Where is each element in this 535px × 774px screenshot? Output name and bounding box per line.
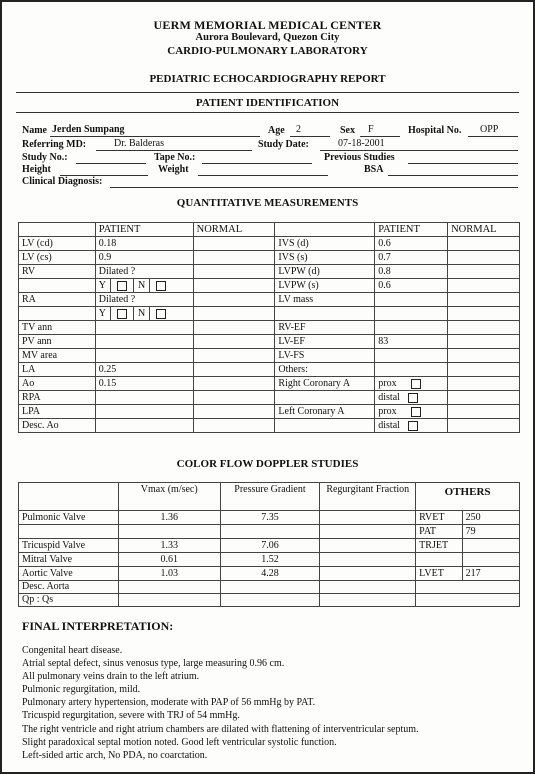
doppler-header-row <box>19 483 520 511</box>
regurgitant-fraction-value <box>320 511 416 525</box>
valve-label: Qp : Qs <box>19 594 119 607</box>
patient-header: PATIENT <box>95 223 193 237</box>
yes-checkbox[interactable] <box>117 281 127 291</box>
measure-label: MV area <box>19 349 96 363</box>
header-cell <box>19 223 96 237</box>
study-date-label: Study Date: <box>258 139 309 150</box>
regurgitant-fraction-header: Regurgitant Fraction <box>320 483 416 511</box>
coronary-cell <box>375 419 448 433</box>
normal-value <box>193 349 275 363</box>
no-checkbox[interactable] <box>156 309 166 319</box>
measure-label: RV-EF <box>275 321 375 335</box>
pressure-gradient-value <box>220 594 320 607</box>
normal-value <box>448 293 520 307</box>
valve-label: Pulmonic Valve <box>19 511 119 525</box>
measure-label <box>275 307 375 321</box>
coronary-segment-label: distal <box>378 420 400 431</box>
measure-label: Desc. Ao <box>19 419 96 433</box>
interpretation-line: All pulmonary veins drain to the left atrium. <box>22 671 200 683</box>
valve-label: Aortic Valve <box>19 567 119 581</box>
valve-label: Tricuspid Valve <box>19 539 119 553</box>
patient-value <box>375 321 448 335</box>
normal-value <box>193 251 275 265</box>
patient-value <box>375 349 448 363</box>
normal-value <box>448 265 520 279</box>
patient-value: 0.8 <box>375 265 448 279</box>
table-row <box>19 363 520 377</box>
measure-label: IVS (s) <box>275 251 375 265</box>
name-label: Name <box>22 125 47 136</box>
measure-label: LV (cs) <box>19 251 96 265</box>
divider <box>149 279 150 292</box>
table-row <box>19 237 520 251</box>
coronary-cell <box>375 391 448 405</box>
measure-label: Right Coronary A <box>275 377 375 391</box>
study-date-value: 07-18-2001 <box>338 138 385 149</box>
others-cell <box>416 539 520 553</box>
others-header: OTHERS <box>416 483 520 511</box>
pressure-gradient-value: 1.52 <box>220 553 320 567</box>
measure-label: LV mass <box>275 293 375 307</box>
divider <box>133 307 134 320</box>
patient-value: 0.7 <box>375 251 448 265</box>
patient-value <box>375 293 448 307</box>
coronary-segment-label: distal <box>378 392 400 403</box>
table-row <box>19 553 520 567</box>
table-row <box>19 594 520 607</box>
underline <box>468 136 518 137</box>
coronary-cell <box>375 405 448 419</box>
others-label: RVET <box>416 511 462 524</box>
patient-value: 0.9 <box>95 251 193 265</box>
underline <box>408 163 518 164</box>
vmax-value <box>118 581 220 594</box>
coronary-checkbox[interactable] <box>408 393 418 403</box>
table-row <box>19 307 520 321</box>
measure-label: LV (cd) <box>19 237 96 251</box>
normal-header: NORMAL <box>193 223 275 237</box>
no-label: N <box>138 280 146 291</box>
regurgitant-fraction-value <box>320 567 416 581</box>
pressure-gradient-header: Pressure Gradient <box>220 483 320 511</box>
table-row <box>19 321 520 335</box>
table-row <box>19 525 520 539</box>
divider <box>110 279 111 292</box>
patient-identification-title: PATIENT IDENTIFICATION <box>195 97 340 109</box>
normal-value <box>193 293 275 307</box>
referring-md-label: Referring MD: <box>22 139 87 150</box>
institution-address: Aurora Boulevard, Quezon City <box>195 32 340 43</box>
normal-value <box>448 321 520 335</box>
tape-no-label: Tape No.: <box>154 152 196 163</box>
normal-value <box>193 377 275 391</box>
no-label: N <box>138 308 146 319</box>
dilated-prompt: Dilated ? <box>95 293 193 307</box>
normal-value <box>448 251 520 265</box>
color-flow-doppler-title: COLOR FLOW DOPPLER STUDIES <box>176 458 359 470</box>
normal-value <box>448 391 520 405</box>
normal-value <box>448 405 520 419</box>
no-checkbox[interactable] <box>156 281 166 291</box>
pressure-gradient-value <box>220 581 320 594</box>
valve-label: Desc. Aorta <box>19 581 119 594</box>
coronary-checkbox[interactable] <box>411 379 421 389</box>
normal-value <box>448 363 520 377</box>
table-row <box>19 567 520 581</box>
patient-value <box>95 335 193 349</box>
measure-label: Ao <box>19 377 96 391</box>
measure-label: RV <box>19 265 96 279</box>
others-label: LVET <box>416 567 462 580</box>
clinical-diagnosis-label: Clinical Diagnosis: <box>22 176 103 187</box>
patient-value <box>95 405 193 419</box>
quantitative-measurements-title: QUANTITATIVE MEASUREMENTS <box>176 197 359 209</box>
divider <box>16 92 519 93</box>
measure-label <box>19 279 96 293</box>
interpretation-line: Slight paradoxical septal motion noted. Good left ventricular systolic function. <box>22 736 337 748</box>
divider <box>110 307 111 320</box>
interpretation-line: Left-sided artic arch, No PDA, no coarctation. <box>22 749 208 761</box>
report-title: PEDIATRIC ECHOCARDIOGRAPHY REPORT <box>149 73 386 85</box>
dilated-prompt: Dilated ? <box>95 265 193 279</box>
vmax-value: 0.61 <box>118 553 220 567</box>
others-cell <box>416 511 520 525</box>
others-label: TRJET <box>416 539 462 552</box>
table-row <box>19 539 520 553</box>
measure-label: IVS (d) <box>275 237 375 251</box>
underline <box>290 136 330 137</box>
patient-value <box>95 349 193 363</box>
table-row <box>19 335 520 349</box>
others-cell <box>416 594 520 607</box>
vmax-value: 1.36 <box>118 511 220 525</box>
coronary-segment-label: prox <box>378 406 397 417</box>
doppler-table <box>18 482 520 607</box>
measure-label: LPA <box>19 405 96 419</box>
table-row <box>19 377 520 391</box>
measure-label <box>275 391 375 405</box>
underline <box>50 136 260 137</box>
hospital-no-label: Hospital No. <box>408 125 462 136</box>
others-value <box>462 553 519 566</box>
others-label <box>416 553 462 566</box>
patient-value: 83 <box>375 335 448 349</box>
normal-value <box>193 363 275 377</box>
bsa-label: BSA <box>364 164 384 175</box>
valve-label: Mitral Valve <box>19 553 119 567</box>
coronary-checkbox[interactable] <box>408 421 418 431</box>
yes-checkbox[interactable] <box>117 309 127 319</box>
measure-label: Left Coronary A <box>275 405 375 419</box>
table-row <box>19 293 520 307</box>
dilated-yn <box>95 307 193 321</box>
divider <box>149 307 150 320</box>
yes-label: Y <box>98 308 106 319</box>
study-no-label: Study No.: <box>22 152 68 163</box>
header-cell <box>275 223 375 237</box>
normal-value <box>448 349 520 363</box>
underline <box>96 150 252 151</box>
others-cell <box>416 553 520 567</box>
measure-label: RA <box>19 293 96 307</box>
underline <box>110 187 518 188</box>
normal-header: NORMAL <box>448 223 520 237</box>
interpretation-line: Atrial septal defect, sinus venosus type, large measuring 0.96 cm. <box>22 658 285 670</box>
patient-value <box>375 363 448 377</box>
referring-md-value: Dr. Balderas <box>114 138 164 149</box>
underline <box>360 136 400 137</box>
valve-label <box>19 525 119 539</box>
regurgitant-fraction-value <box>320 553 416 567</box>
patient-value: 0.18 <box>95 237 193 251</box>
measure-label: LA <box>19 363 96 377</box>
regurgitant-fraction-value <box>320 539 416 553</box>
regurgitant-fraction-value <box>320 594 416 607</box>
patient-header: PATIENT <box>375 223 448 237</box>
vmax-header: Vmax (m/sec) <box>118 483 220 511</box>
underline <box>76 163 146 164</box>
patient-value <box>95 321 193 335</box>
normal-value <box>448 237 520 251</box>
normal-value <box>193 321 275 335</box>
dilated-yn <box>95 279 193 293</box>
measure-label <box>19 307 96 321</box>
patient-value: 0.15 <box>95 377 193 391</box>
patient-value <box>95 419 193 433</box>
coronary-cell <box>375 377 448 391</box>
weight-label: Weight <box>158 164 189 175</box>
pressure-gradient-value: 7.06 <box>220 539 320 553</box>
others-cell <box>416 567 520 581</box>
normal-value <box>193 419 275 433</box>
table-row <box>19 581 520 594</box>
normal-value <box>193 279 275 293</box>
table-row <box>19 251 520 265</box>
pressure-gradient-value: 4.28 <box>220 567 320 581</box>
interpretation-line: Tricuspid regurgitation, severe with TRJ of 54 mmHg. <box>22 710 240 722</box>
table-header-row <box>19 223 520 237</box>
table-row <box>19 405 520 419</box>
department-name: CARDIO-PULMONARY LABORATORY <box>167 45 368 57</box>
normal-value <box>193 237 275 251</box>
others-value: 217 <box>465 567 481 579</box>
patient-value <box>375 307 448 321</box>
table-row <box>19 349 520 363</box>
normal-value <box>193 405 275 419</box>
vmax-value: 1.33 <box>118 539 220 553</box>
header-cell <box>19 483 119 511</box>
underline <box>198 175 328 176</box>
interpretation-line: The right ventricle and right atrium chambers are dilated with flattening of interventricular septum. <box>22 723 419 735</box>
divider <box>16 112 519 113</box>
pressure-gradient-value <box>220 525 320 539</box>
others-value: 79 <box>465 525 476 537</box>
pressure-gradient-value: 7.35 <box>220 511 320 525</box>
coronary-segment-label: prox <box>378 378 397 389</box>
measure-label: RPA <box>19 391 96 405</box>
normal-value <box>448 279 520 293</box>
measure-label <box>275 419 375 433</box>
age-label: Age <box>268 125 285 136</box>
coronary-checkbox[interactable] <box>411 407 421 417</box>
others-value: 250 <box>465 511 481 523</box>
measure-label: LVPW (d) <box>275 265 375 279</box>
normal-value <box>448 377 520 391</box>
quantitative-table <box>18 222 520 433</box>
height-label: Height <box>22 164 51 175</box>
normal-value <box>193 391 275 405</box>
table-row <box>19 265 520 279</box>
normal-value <box>193 265 275 279</box>
sex-label: Sex <box>340 125 355 136</box>
vmax-value <box>118 594 220 607</box>
table-row <box>19 419 520 433</box>
underline <box>320 150 518 151</box>
regurgitant-fraction-value <box>320 525 416 539</box>
others-value <box>462 539 519 552</box>
measure-label: TV ann <box>19 321 96 335</box>
interpretation-line: Pulmonary artery hypertension, moderate with PAP of 56 mmHg by PAT. <box>22 697 316 709</box>
others-label: PAT <box>416 525 462 538</box>
sex-value: F <box>368 124 374 135</box>
patient-value: 0.6 <box>375 237 448 251</box>
others-cell <box>416 581 520 594</box>
patient-name: Jerden Sumpang <box>52 124 125 135</box>
table-row <box>19 511 520 525</box>
interpretation-line: Congenital heart disease. <box>22 645 123 656</box>
measure-label: LV-FS <box>275 349 375 363</box>
patient-value: 0.25 <box>95 363 193 377</box>
normal-value <box>448 335 520 349</box>
previous-studies-label: Previous Studies <box>324 152 395 163</box>
regurgitant-fraction-value <box>320 581 416 594</box>
patient-value <box>95 391 193 405</box>
yes-label: Y <box>98 280 106 291</box>
divider <box>133 279 134 292</box>
underline <box>202 163 312 164</box>
final-interpretation-title: FINAL INTERPRETATION: <box>22 619 174 633</box>
institution-name: UERM MEMORIAL MEDICAL CENTER <box>153 18 382 32</box>
measure-label: Others: <box>275 363 375 377</box>
measure-label: LVPW (s) <box>275 279 375 293</box>
vmax-value <box>118 525 220 539</box>
normal-value <box>448 419 520 433</box>
hospital-no-value: OPP <box>480 124 499 135</box>
measure-label: LV-EF <box>275 335 375 349</box>
normal-value <box>193 307 275 321</box>
patient-value: 0.6 <box>375 279 448 293</box>
vmax-value: 1.03 <box>118 567 220 581</box>
table-row <box>19 279 520 293</box>
normal-value <box>193 335 275 349</box>
age-value: 2 <box>296 124 301 135</box>
others-cell <box>416 525 520 539</box>
table-row <box>19 391 520 405</box>
measure-label: PV ann <box>19 335 96 349</box>
underline <box>388 175 518 176</box>
interpretation-line: Pulmonic regurgitation, mild. <box>22 684 141 696</box>
final-interpretation-text <box>22 644 419 762</box>
normal-value <box>448 307 520 321</box>
